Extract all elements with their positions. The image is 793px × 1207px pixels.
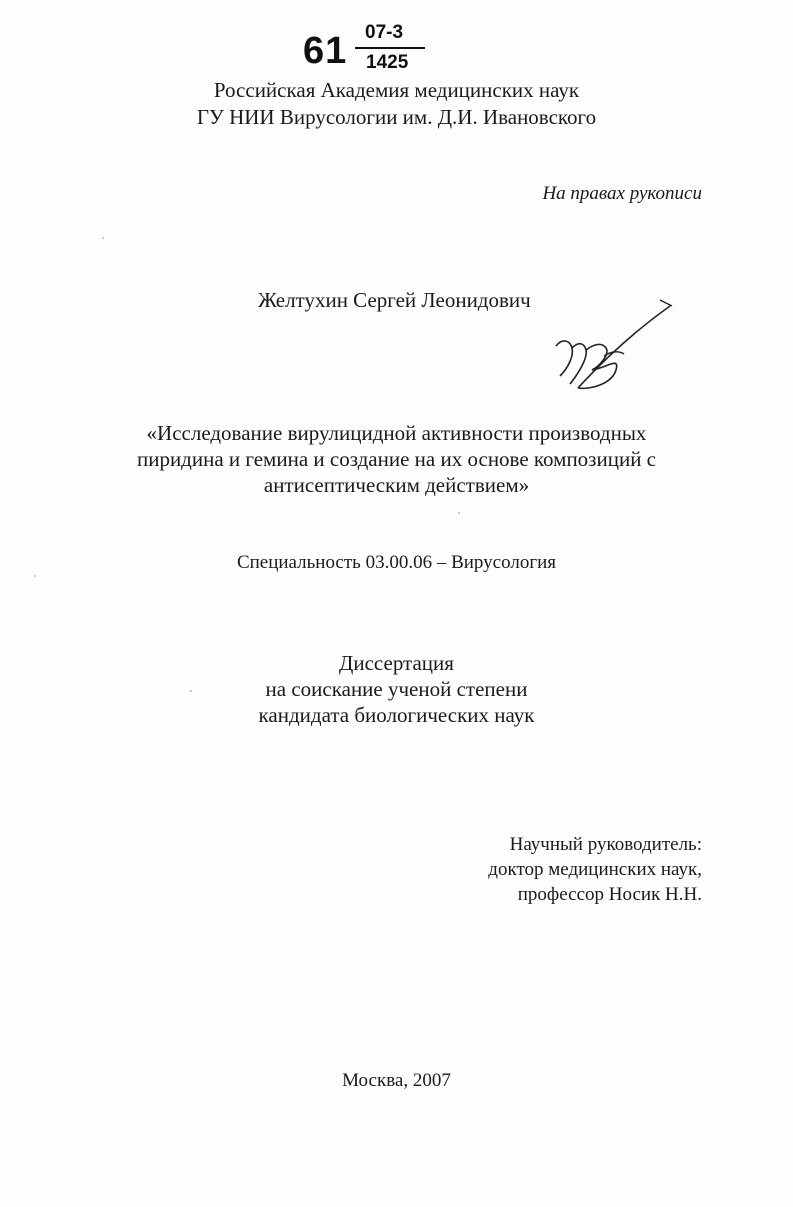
archive-code-denominator: 1425	[366, 52, 409, 73]
title-line-2: пиридина и гемина и создание на их основе композиций с	[136, 447, 657, 471]
scan-speck	[102, 237, 104, 239]
scan-speck	[190, 690, 192, 692]
archive-code-main: 61	[303, 30, 348, 72]
handwritten-signature-icon	[548, 296, 688, 406]
organization-institute: ГУ НИИ Вирусологии им. Д.И. Ивановского	[196, 105, 597, 129]
rights-note: На правах рукописи	[542, 183, 702, 204]
scientific-advisor-block	[488, 832, 702, 907]
city-year: Москва, 2007	[342, 1070, 451, 1091]
organization-academy: Российская Академия медицинских наук	[213, 78, 580, 102]
title-line-3: антисептическим действием»	[263, 473, 530, 497]
degree-purpose: на соискание ученой степени	[265, 677, 528, 701]
scan-speck	[34, 575, 36, 577]
archive-code-fraction-line	[355, 47, 425, 49]
degree-name: кандидата биологических наук	[258, 703, 535, 727]
dissertation-label: Диссертация	[339, 651, 454, 675]
advisor-label: Научный руководитель:	[509, 834, 702, 855]
scan-speck	[458, 512, 460, 514]
author-name: Желтухин Сергей Леонидович	[258, 288, 531, 312]
specialty-line: Специальность 03.00.06 – Вирусология	[236, 552, 557, 573]
dissertation-degree-block	[0, 650, 793, 728]
dissertation-title	[0, 420, 793, 498]
advisor-degree: доктор медицинских наук,	[488, 859, 702, 880]
advisor-name: профессор Носик Н.Н.	[517, 884, 702, 905]
archive-stamp-code	[303, 22, 433, 82]
archive-code-numerator: 07-3	[365, 22, 404, 43]
title-line-1: «Исследование вирулицидной активности производных	[146, 421, 647, 445]
